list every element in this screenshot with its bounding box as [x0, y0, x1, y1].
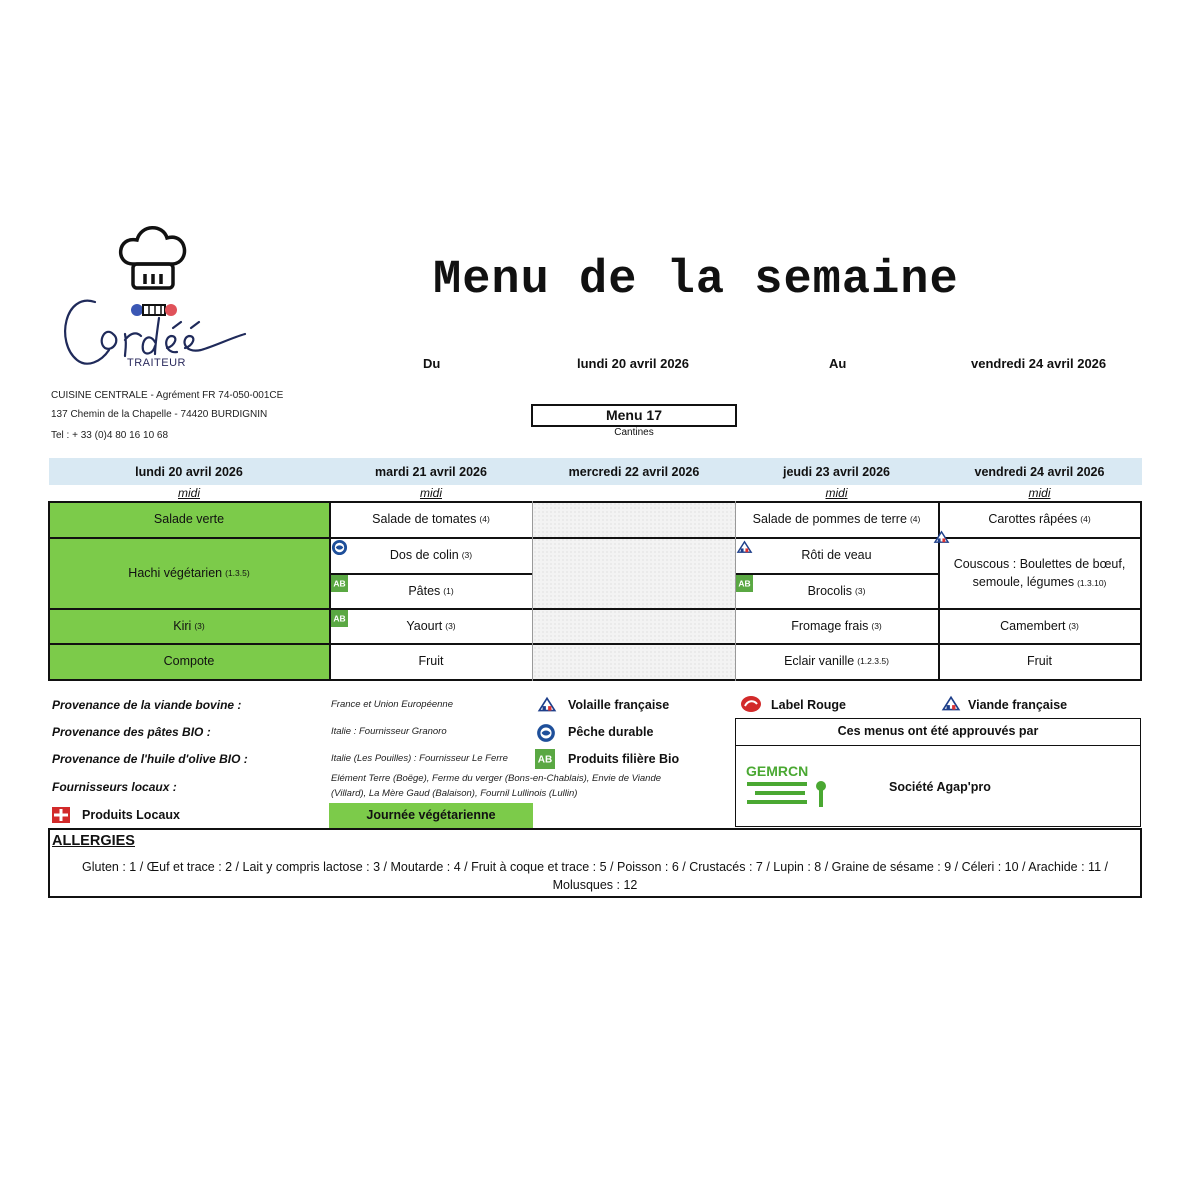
allergen-codes: (4) [479, 514, 490, 525]
local-suppliers-value-2: (Villard), La Mère Gaud (Balaison), Fournil Lullinois (Lullin) [331, 788, 578, 799]
chef-hat-icon [121, 228, 185, 288]
dish-name: Carottes râpées [988, 512, 1078, 527]
svg-text:AB: AB [333, 613, 346, 624]
french-poultry-icon [537, 695, 557, 715]
company-line-1: CUISINE CENTRALE - Agrément FR 74-050-001CE [51, 390, 284, 401]
pasta-origin-value: Italie : Fournisseur Granoro [331, 726, 447, 737]
dish-name: semoule, légumes [972, 574, 1075, 589]
legend-label-rouge: Label Rouge [771, 698, 847, 712]
french-meat-icon [736, 539, 753, 556]
local-suppliers-label: Fournisseurs locaux : [52, 780, 177, 794]
period-from-label: Du [423, 356, 441, 371]
company-line-2: 137 Chemin de la Chapelle - 74420 BURDIGNIN [51, 409, 268, 420]
beef-origin-label: Provenance de la viande bovine : [52, 698, 242, 712]
allergen-codes: (1.3.10) [1077, 577, 1107, 588]
dish-name: Salade verte [153, 512, 225, 527]
local-suppliers-value-1: Elément Terre (Boëge), Ferme du verger (Bons-en-Chablais), Envie de Viande [331, 773, 662, 784]
allergen-codes: (3) [855, 585, 866, 596]
cordee-logo [55, 222, 255, 372]
sustainable-fishing-icon [331, 539, 348, 556]
thu-starter [735, 502, 938, 538]
period-from-date: lundi 20 avril 2026 [577, 356, 690, 371]
meal-mon: midi [177, 486, 200, 500]
meal-thu: midi [825, 486, 848, 500]
logo-subtitle: TRAITEUR [127, 357, 186, 369]
organic-ab-icon [736, 575, 753, 592]
mon-dessert [49, 644, 329, 680]
menu-audience: Cantines [614, 427, 654, 438]
allergies-line-2: Molusques : 12 [552, 878, 638, 892]
label-rouge-icon [740, 694, 762, 714]
dish-name: Yaourt [406, 618, 443, 633]
day-header-wed: mercredi 22 avril 2026 [568, 465, 700, 479]
wed-no-service [533, 502, 735, 680]
allergies-title: ALLERGIES [52, 833, 135, 849]
legend-vegetarian-day: Journée végétarienne [329, 803, 533, 828]
period-to-date: vendredi 24 avril 2026 [971, 356, 1107, 371]
french-meat-icon [933, 529, 950, 546]
sustainable-fishing-icon [536, 723, 556, 743]
fri-dessert [938, 644, 1141, 680]
page-title: Menu de la semaine [433, 254, 959, 307]
approver-company: Société Agap'pro [889, 780, 991, 794]
mon-main [49, 538, 329, 609]
french-meat-icon [940, 694, 962, 714]
dish-name: Pâtes [408, 583, 441, 598]
legend-poultry: Volaille française [568, 698, 670, 712]
tue-starter [329, 502, 533, 538]
allergen-codes: (3) [1068, 620, 1079, 631]
allergies-codes [60, 858, 1130, 894]
gemrcn-logo [745, 762, 835, 810]
legend-fishing: Pêche durable [568, 725, 654, 739]
savoie-flag-icon [52, 807, 70, 823]
approval-title: Ces menus ont été approuvés par [735, 718, 1141, 746]
legend-french-meat: Viande française [968, 698, 1068, 712]
allergies-line-1: Gluten : 1 / Œuf et trace : 2 / Lait y compris lactose : 3 / Moutarde : 4 / Fruit à coque et trace : 5 / Poisson : 6 / Crustacés : 7 / Lupin : 8 / Graine de sésame : 9 / Céleri : 10 / Arachide : 11 / [82, 860, 1108, 874]
allergen-codes: (3) [445, 620, 456, 631]
fri-main [938, 538, 1141, 609]
allergen-codes: (3) [194, 620, 205, 631]
allergen-codes: (3) [461, 550, 473, 561]
meal-tue: midi [419, 486, 442, 500]
tue-main [329, 538, 533, 574]
beef-origin-value: France et Union Européenne [331, 699, 453, 710]
day-header-fri: vendredi 24 avril 2026 [974, 465, 1105, 479]
company-line-3: Tel : + 33 (0)4 80 16 10 68 [51, 430, 169, 441]
mon-starter [49, 502, 329, 538]
svg-text:GEMRCN: GEMRCN [746, 763, 809, 779]
svg-text:AB: AB [333, 578, 346, 589]
organic-ab-icon [331, 610, 348, 627]
dish-name: Fromage frais [791, 618, 869, 633]
dish-name: Dos de colin [389, 548, 459, 563]
day-header-thu: jeudi 23 avril 2026 [782, 465, 890, 479]
dish-name: Brocolis [807, 583, 853, 598]
svg-text:AB: AB [738, 578, 751, 589]
meal-fri: midi [1028, 486, 1051, 500]
organic-ab-icon [331, 575, 348, 592]
fri-dairy [938, 609, 1141, 644]
day-header-mon: lundi 20 avril 2026 [135, 465, 243, 479]
thu-side [735, 574, 938, 609]
dish-name: Fruit [1027, 654, 1052, 669]
dish-name: Salade de tomates [372, 512, 477, 527]
allergen-codes: (1) [443, 585, 454, 596]
thu-dairy [735, 609, 938, 644]
pasta-origin-label: Provenance des pâtes BIO : [52, 725, 211, 739]
fri-starter [938, 502, 1141, 538]
allergen-codes: (3) [871, 620, 882, 631]
day-header-tue: mardi 21 avril 2026 [375, 465, 487, 479]
svg-text:AB: AB [537, 754, 553, 766]
dish-name: Rôti de veau [801, 548, 872, 563]
allergen-codes: (1.3.5) [225, 567, 250, 578]
mon-dairy [49, 609, 329, 644]
legend-local-products: Produits Locaux [82, 808, 180, 822]
tue-dairy [329, 609, 533, 644]
allergen-codes: (4) [909, 514, 921, 525]
dish-name: Eclair vanille [784, 654, 855, 669]
oil-origin-label: Provenance de l'huile d'olive BIO : [52, 752, 248, 766]
dish-name: Kiri [173, 618, 192, 633]
dish-name: Compote [163, 654, 215, 669]
allergen-codes: (4) [1080, 514, 1091, 525]
dish-name: Salade de pommes de terre [752, 512, 907, 527]
period-to-label: Au [829, 356, 847, 371]
dish-name: Couscous : Boulettes de bœuf, [953, 557, 1126, 571]
legend-organic: Produits filière Bio [568, 752, 680, 766]
oil-origin-value: Italie (Les Pouilles) : Fournisseur Le Ferre [331, 753, 508, 764]
organic-ab-icon [535, 749, 555, 769]
thu-dessert [735, 644, 938, 680]
dish-name: Camembert [1000, 618, 1066, 633]
allergen-codes: (1.2.3.5) [857, 656, 889, 667]
tue-dessert [329, 644, 533, 680]
dish-name: Hachi végétarien [128, 565, 223, 580]
thu-main [735, 538, 938, 574]
tricolor-bar-icon [131, 304, 177, 316]
menu-number: Menu 17 [531, 404, 737, 427]
dish-name: Fruit [418, 654, 444, 669]
tue-side [329, 574, 533, 609]
